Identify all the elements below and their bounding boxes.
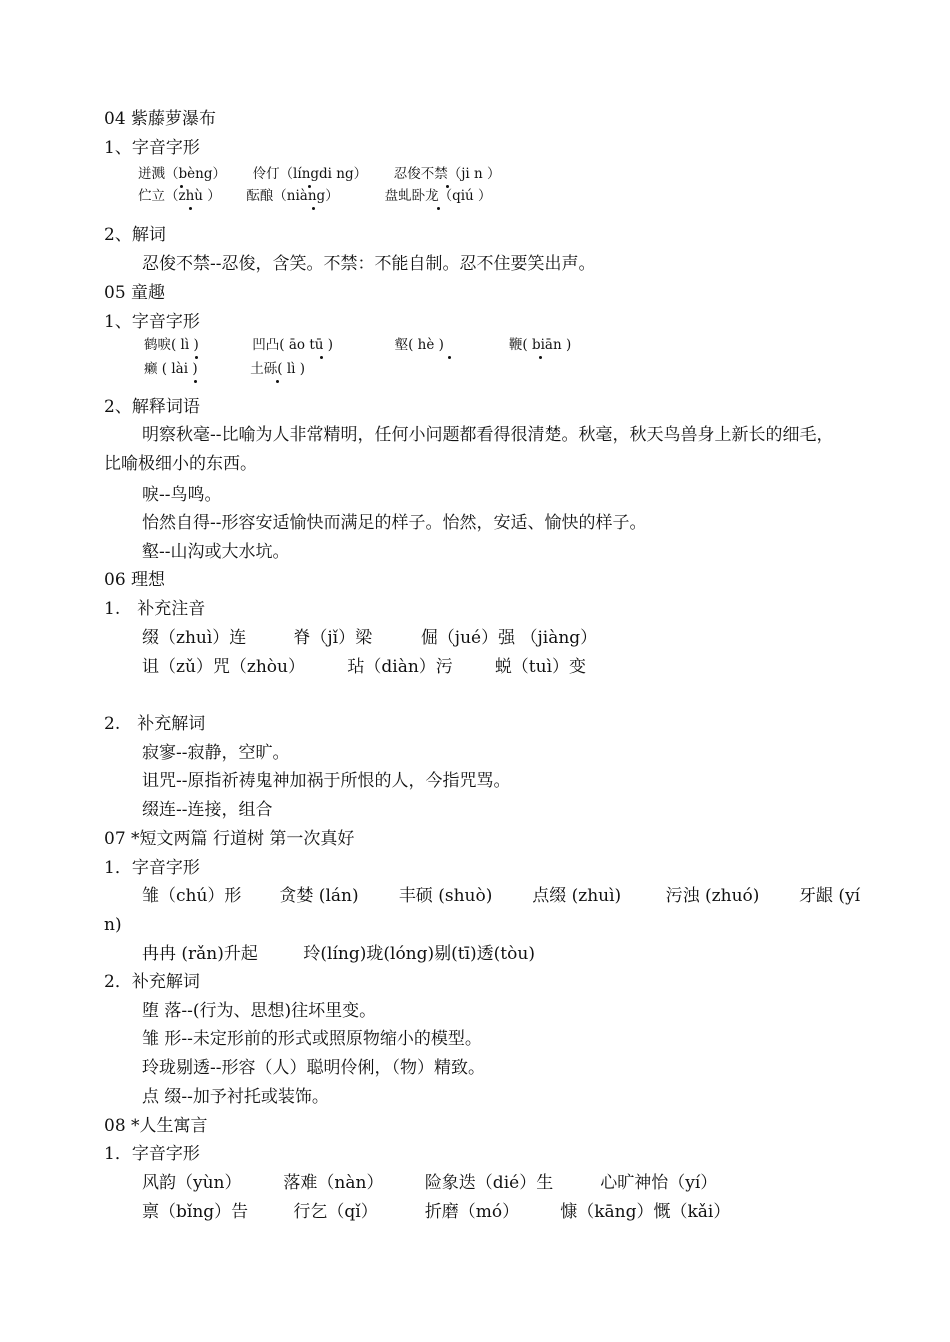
- pinyin-item: 雏（chú）形: [142, 886, 242, 906]
- section-05-sub-2: 2、解释词语: [104, 397, 200, 417]
- section-06-row-2: [142, 656, 586, 678]
- pinyin-item: 冉冉 (rǎn)升起: [142, 944, 258, 964]
- pinyin-item: 诅（zǔ）咒（zhòu）: [142, 657, 305, 677]
- pinyin-item: 玷（diàn）污: [347, 657, 453, 677]
- section-05-definition-1: 明察秋毫--比喻为人非常精明，任何小问题都看得很清楚。秋毫，秋天鸟兽身上新长的细毛，比喻极细小的东西。: [104, 425, 834, 474]
- pinyin-item: 污浊 (zhuó): [665, 886, 760, 906]
- pinyin-item: 落难（nàn）: [283, 1173, 384, 1193]
- section-07-definition-1: 堕 落--(行为、思想)往坏里变。: [142, 1001, 377, 1021]
- pinyin-item: 慷（kāng）慨（kǎi）: [560, 1202, 731, 1222]
- pinyin-item: 蜕（tuì）变: [494, 657, 587, 677]
- section-04-heading: 04 紫藤萝瀑布: [104, 109, 217, 129]
- section-05-sub-1: 1、字音字形: [104, 312, 200, 332]
- section-06-row-1: [142, 627, 597, 649]
- section-07-definition-4: 点 缀--加予衬托或装饰。: [142, 1087, 329, 1107]
- pinyin-item: 伫立（zhù ）: [138, 187, 242, 205]
- pinyin-item: 禀（bǐng）告: [142, 1202, 249, 1222]
- section-05-item-row-2: [144, 360, 305, 378]
- pinyin-item: 倔（jué）强 （jiàng）: [420, 628, 598, 648]
- pinyin-item: 缀（zhuì）连: [142, 628, 247, 648]
- pinyin-item: 行乞（qǐ）: [293, 1202, 378, 1222]
- pinyin-item: 玲(líng)珑(lóng)剔(tī)透(tòu): [303, 944, 535, 964]
- pinyin-item: 酝酿（niàng）: [246, 187, 380, 205]
- pinyin-item: 癞 ( lài ): [144, 360, 246, 378]
- section-04-sub-2: 2、解词: [104, 225, 166, 245]
- section-07-sub-1: 1．字音字形: [104, 858, 200, 878]
- pinyin-item: 鹤唳( lì ): [144, 336, 248, 354]
- pinyin-item: 脊（jǐ）梁: [293, 628, 373, 648]
- pinyin-item: 点缀 (zhuì): [532, 886, 622, 906]
- section-08-row-1: [142, 1172, 717, 1194]
- section-07-row-1-wrap: n): [104, 915, 122, 935]
- section-07-definition-3: 玲珑剔透--形容（人）聪明伶俐，（物）精致。: [142, 1058, 485, 1078]
- section-06-sub-1: 1. 补充注音: [104, 599, 206, 619]
- section-04-item-row-1: [138, 165, 501, 183]
- pinyin-item: 心旷神怡（yí）: [600, 1173, 718, 1193]
- pinyin-item: 牙龈 (yí: [799, 886, 861, 906]
- section-05-definition-2: 唳--鸟鸣。: [142, 485, 222, 505]
- pinyin-item: 险象迭（dié）生: [424, 1173, 554, 1193]
- pinyin-item: 风韵（yùn）: [142, 1173, 242, 1193]
- section-05-definition-3: 怡然自得--形容安适愉快而满足的样子。怡然，安适、愉快的样子。: [142, 513, 647, 533]
- pinyin-item: 伶仃（língdi ng）: [252, 166, 368, 182]
- pinyin-item: 土砾( lì ): [250, 361, 306, 377]
- pinyin-item: 凹凸( āo tū ): [252, 336, 390, 354]
- pinyin-item: 忍俊不禁（ji n ）: [393, 166, 501, 182]
- section-07-definition-2: 雏 形--未定形前的形式或照原物缩小的模型。: [142, 1029, 482, 1049]
- section-04-sub-1: 1、字音字形: [104, 138, 200, 158]
- section-07-row-2: [142, 943, 535, 965]
- pinyin-item: 贪婪 (lán): [279, 886, 359, 906]
- pinyin-item: 折磨（mó）: [424, 1202, 520, 1222]
- section-06-definition-3: 缀连--连接，组合: [142, 800, 273, 820]
- section-06-definition-1: 寂寥--寂静，空旷。: [142, 743, 290, 763]
- section-06-sub-2: 2. 补充解词: [104, 714, 206, 734]
- pinyin-item: 迸溅（bèng）: [138, 166, 226, 182]
- section-05-definition-4: 壑--山沟或大水坑。: [142, 542, 290, 562]
- section-06-definition-2: 诅咒--原指祈祷鬼神加祸于所恨的人，今指咒骂。: [142, 771, 511, 791]
- section-08-heading: 08 *人生寓言: [104, 1116, 208, 1136]
- pinyin-item: 鞭( biān ): [508, 337, 572, 353]
- section-08-row-2: [142, 1201, 730, 1223]
- section-08-sub-1: 1．字音字形: [104, 1144, 200, 1164]
- pinyin-item: 壑( hè ): [395, 336, 505, 354]
- section-07-heading: 07 *短文两篇 行道树 第一次真好: [104, 829, 355, 849]
- section-04-definition: 忍俊不禁--忍俊，含笑。不禁：不能自制。忍不住要笑出声。: [142, 254, 596, 274]
- section-04-item-row-2: [138, 187, 492, 205]
- section-05-heading: 05 童趣: [104, 283, 166, 303]
- section-05-item-row-1: [144, 336, 571, 354]
- pinyin-item: 盘虬卧龙（qiú ）: [384, 188, 492, 204]
- section-07-row-1: [142, 885, 860, 907]
- section-07-sub-2: 2．补充解词: [104, 972, 200, 992]
- pinyin-item: 丰硕 (shuò): [398, 886, 493, 906]
- section-06-heading: 06 理想: [104, 570, 166, 590]
